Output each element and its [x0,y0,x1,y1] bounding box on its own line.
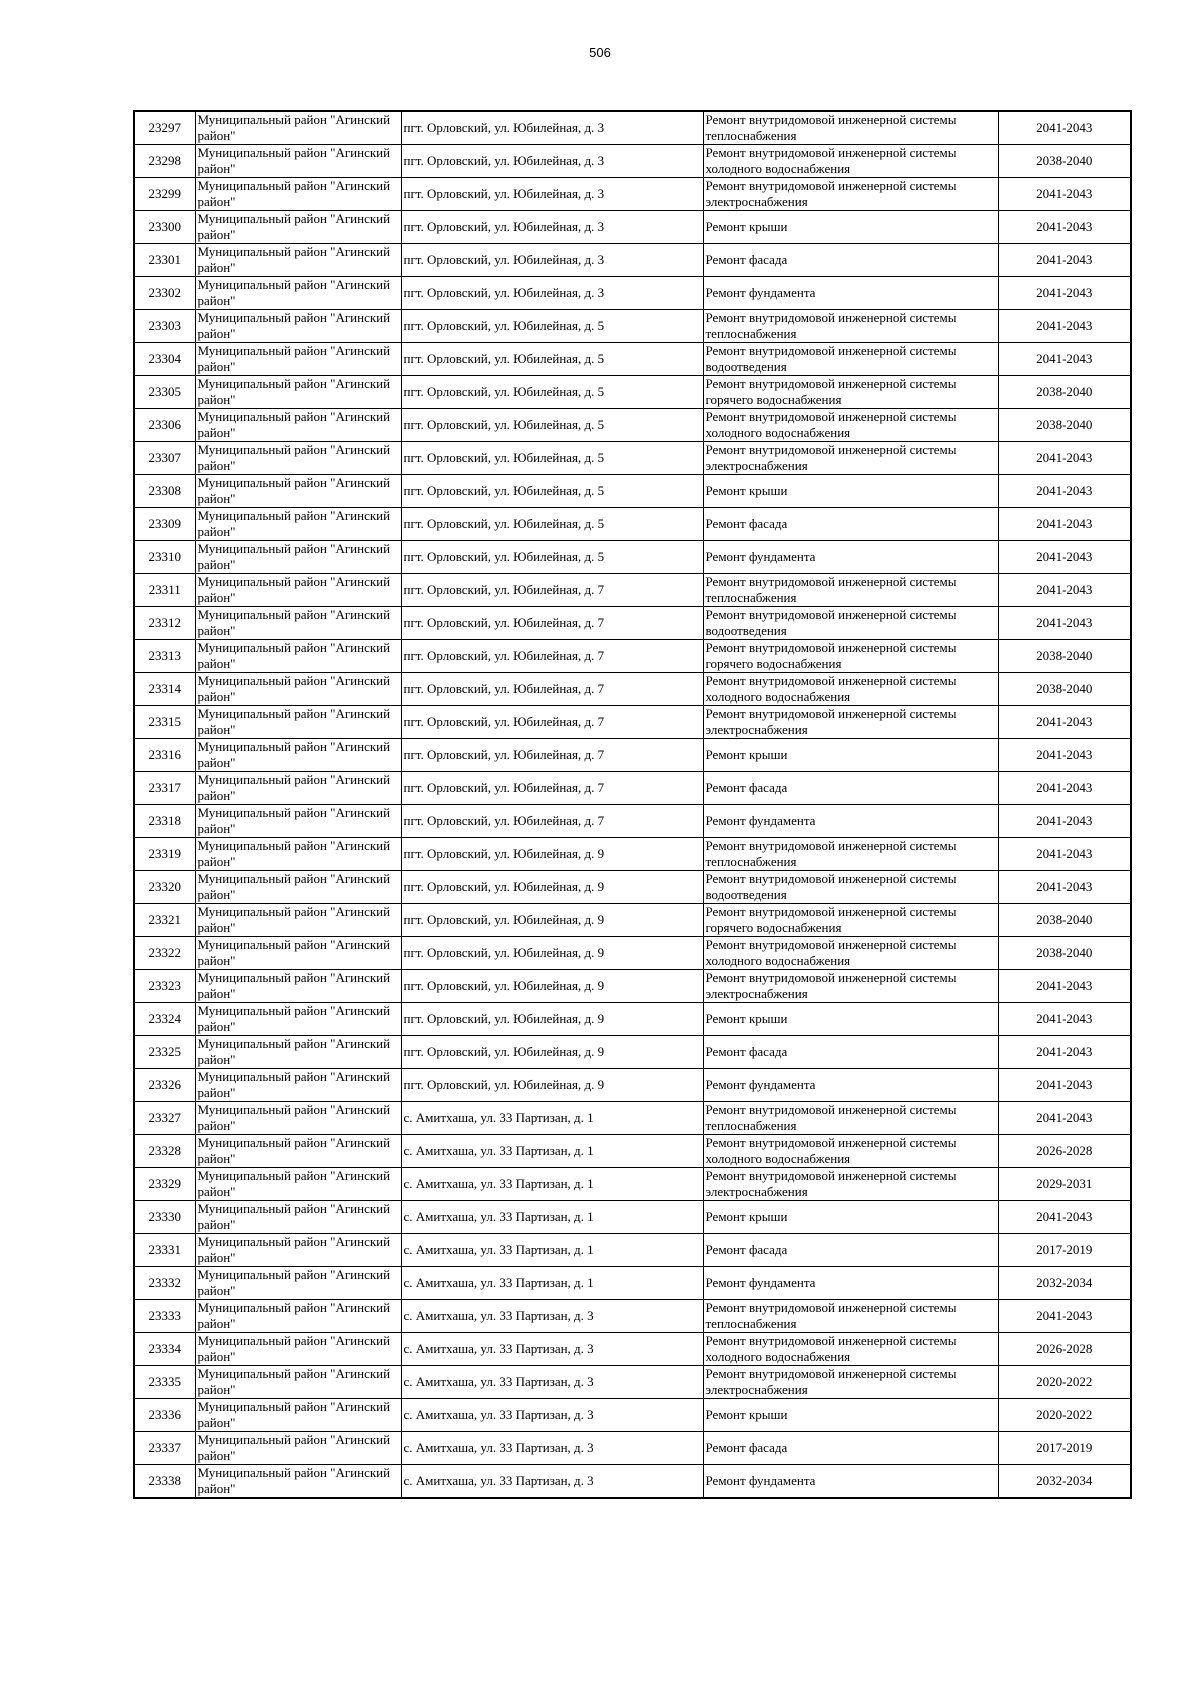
row-number-cell: 23312 [134,607,195,640]
work-type-cell: Ремонт внутридомовой инженерной системы электроснабжения [703,1168,998,1201]
work-type-cell: Ремонт крыши [703,1003,998,1036]
table-row [134,244,1131,277]
address-cell: пгт. Орловский, ул. Юбилейная, д. 9 [401,937,703,970]
row-number-cell: 23333 [134,1300,195,1333]
period-cell: 2020-2022 [998,1366,1131,1399]
table-row [134,937,1131,970]
work-type-cell: Ремонт внутридомовой инженерной системы холодного водоснабжения [703,1135,998,1168]
municipality-cell: Муниципальный район "Агинский район" [195,1465,401,1499]
address-cell: с. Амитхаша, ул. 33 Партизан, д. 1 [401,1168,703,1201]
work-type-cell: Ремонт крыши [703,1201,998,1234]
row-number-cell: 23335 [134,1366,195,1399]
row-number-cell: 23321 [134,904,195,937]
table-row [134,1333,1131,1366]
municipality-cell: Муниципальный район "Агинский район" [195,1201,401,1234]
row-number-cell: 23336 [134,1399,195,1432]
row-number-cell: 23326 [134,1069,195,1102]
period-cell: 2041-2043 [998,508,1131,541]
period-cell: 2041-2043 [998,277,1131,310]
period-cell: 2041-2043 [998,178,1131,211]
row-number-cell: 23331 [134,1234,195,1267]
work-type-cell: Ремонт внутридомовой инженерной системы водоотведения [703,607,998,640]
work-type-cell: Ремонт фундамента [703,1465,998,1499]
municipality-cell: Муниципальный район "Агинский район" [195,244,401,277]
work-type-cell: Ремонт внутридомовой инженерной системы холодного водоснабжения [703,673,998,706]
address-cell: пгт. Орловский, ул. Юбилейная, д. 7 [401,640,703,673]
table-row [134,111,1131,145]
address-cell: пгт. Орловский, ул. Юбилейная, д. 3 [401,211,703,244]
table-row [134,904,1131,937]
table-row [134,871,1131,904]
period-cell: 2041-2043 [998,475,1131,508]
municipality-cell: Муниципальный район "Агинский район" [195,871,401,904]
address-cell: пгт. Орловский, ул. Юбилейная, д. 9 [401,1036,703,1069]
row-number-cell: 23319 [134,838,195,871]
municipality-cell: Муниципальный район "Агинский район" [195,111,401,145]
period-cell: 2041-2043 [998,1036,1131,1069]
period-cell: 2029-2031 [998,1168,1131,1201]
row-number-cell: 23306 [134,409,195,442]
work-type-cell: Ремонт фасада [703,1234,998,1267]
table-row [134,1069,1131,1102]
period-cell: 2032-2034 [998,1267,1131,1300]
municipality-cell: Муниципальный район "Агинский район" [195,739,401,772]
work-type-cell: Ремонт фасада [703,1432,998,1465]
address-cell: пгт. Орловский, ул. Юбилейная, д. 3 [401,178,703,211]
row-number-cell: 23323 [134,970,195,1003]
table-row [134,1102,1131,1135]
period-cell: 2026-2028 [998,1135,1131,1168]
period-cell: 2041-2043 [998,111,1131,145]
table-row [134,1300,1131,1333]
address-cell: пгт. Орловский, ул. Юбилейная, д. 5 [401,409,703,442]
municipality-cell: Муниципальный район "Агинский район" [195,937,401,970]
work-type-cell: Ремонт внутридомовой инженерной системы теплоснабжения [703,1300,998,1333]
page-number: 506 [589,45,611,60]
work-type-cell: Ремонт фундамента [703,277,998,310]
address-cell: пгт. Орловский, ул. Юбилейная, д. 5 [401,376,703,409]
work-type-cell: Ремонт внутридомовой инженерной системы водоотведения [703,871,998,904]
table-row [134,1399,1131,1432]
municipality-cell: Муниципальный район "Агинский район" [195,1168,401,1201]
municipality-cell: Муниципальный район "Агинский район" [195,1102,401,1135]
row-number-cell: 23297 [134,111,195,145]
table-row [134,772,1131,805]
table-row [134,1465,1131,1499]
municipality-cell: Муниципальный район "Агинский район" [195,838,401,871]
municipality-cell: Муниципальный район "Агинский район" [195,1135,401,1168]
work-type-cell: Ремонт внутридомовой инженерной системы теплоснабжения [703,838,998,871]
row-number-cell: 23298 [134,145,195,178]
work-type-cell: Ремонт внутридомовой инженерной системы теплоснабжения [703,1102,998,1135]
work-type-cell: Ремонт крыши [703,1399,998,1432]
municipality-cell: Муниципальный район "Агинский район" [195,640,401,673]
table-row [134,145,1131,178]
row-number-cell: 23303 [134,310,195,343]
table-row [134,1003,1131,1036]
address-cell: пгт. Орловский, ул. Юбилейная, д. 7 [401,607,703,640]
row-number-cell: 23299 [134,178,195,211]
municipality-cell: Муниципальный район "Агинский район" [195,1036,401,1069]
address-cell: с. Амитхаша, ул. 33 Партизан, д. 1 [401,1201,703,1234]
address-cell: пгт. Орловский, ул. Юбилейная, д. 7 [401,805,703,838]
municipality-cell: Муниципальный район "Агинский район" [195,805,401,838]
row-number-cell: 23315 [134,706,195,739]
table-row [134,343,1131,376]
work-type-cell: Ремонт внутридомовой инженерной системы холодного водоснабжения [703,145,998,178]
address-cell: пгт. Орловский, ул. Юбилейная, д. 7 [401,706,703,739]
work-type-cell: Ремонт внутридомовой инженерной системы теплоснабжения [703,310,998,343]
table-row [134,673,1131,706]
work-type-cell: Ремонт крыши [703,739,998,772]
row-number-cell: 23338 [134,1465,195,1499]
period-cell: 2041-2043 [998,244,1131,277]
period-cell: 2020-2022 [998,1399,1131,1432]
row-number-cell: 23332 [134,1267,195,1300]
municipality-cell: Муниципальный район "Агинский район" [195,772,401,805]
table-row [134,310,1131,343]
table-row [134,1135,1131,1168]
municipality-cell: Муниципальный район "Агинский район" [195,970,401,1003]
period-cell: 2041-2043 [998,211,1131,244]
work-type-cell: Ремонт внутридомовой инженерной системы горячего водоснабжения [703,640,998,673]
municipality-cell: Муниципальный район "Агинский район" [195,1267,401,1300]
row-number-cell: 23337 [134,1432,195,1465]
municipality-cell: Муниципальный район "Агинский район" [195,442,401,475]
work-type-cell: Ремонт фасада [703,508,998,541]
period-cell: 2041-2043 [998,1069,1131,1102]
row-number-cell: 23327 [134,1102,195,1135]
address-cell: пгт. Орловский, ул. Юбилейная, д. 9 [401,1003,703,1036]
municipality-cell: Муниципальный район "Агинский район" [195,1234,401,1267]
period-cell: 2041-2043 [998,739,1131,772]
period-cell: 2041-2043 [998,310,1131,343]
period-cell: 2041-2043 [998,871,1131,904]
municipality-cell: Муниципальный район "Агинский район" [195,310,401,343]
table-row [134,805,1131,838]
table-row [134,277,1131,310]
row-number-cell: 23309 [134,508,195,541]
table-row [134,376,1131,409]
municipality-cell: Муниципальный район "Агинский район" [195,1300,401,1333]
work-type-cell: Ремонт фасада [703,244,998,277]
period-cell: 2041-2043 [998,805,1131,838]
municipality-cell: Муниципальный район "Агинский район" [195,1432,401,1465]
row-number-cell: 23328 [134,1135,195,1168]
address-cell: пгт. Орловский, ул. Юбилейная, д. 5 [401,508,703,541]
work-type-cell: Ремонт фундамента [703,541,998,574]
municipality-cell: Муниципальный район "Агинский район" [195,409,401,442]
address-cell: пгт. Орловский, ул. Юбилейная, д. 7 [401,739,703,772]
work-type-cell: Ремонт внутридомовой инженерной системы горячего водоснабжения [703,904,998,937]
period-cell: 2041-2043 [998,772,1131,805]
work-type-cell: Ремонт крыши [703,475,998,508]
row-number-cell: 23301 [134,244,195,277]
address-cell: с. Амитхаша, ул. 33 Партизан, д. 3 [401,1399,703,1432]
period-cell: 2041-2043 [998,541,1131,574]
table-row [134,211,1131,244]
period-cell: 2017-2019 [998,1234,1131,1267]
municipality-cell: Муниципальный район "Агинский район" [195,1069,401,1102]
address-cell: пгт. Орловский, ул. Юбилейная, д. 9 [401,1069,703,1102]
period-cell: 2041-2043 [998,1102,1131,1135]
address-cell: с. Амитхаша, ул. 33 Партизан, д. 3 [401,1300,703,1333]
work-type-cell: Ремонт внутридомовой инженерной системы водоотведения [703,343,998,376]
row-number-cell: 23322 [134,937,195,970]
row-number-cell: 23330 [134,1201,195,1234]
row-number-cell: 23318 [134,805,195,838]
period-cell: 2038-2040 [998,673,1131,706]
table-row [134,1267,1131,1300]
period-cell: 2041-2043 [998,706,1131,739]
period-cell: 2041-2043 [998,607,1131,640]
municipality-cell: Муниципальный район "Агинский район" [195,277,401,310]
table-row [134,607,1131,640]
table-row [134,1366,1131,1399]
address-cell: пгт. Орловский, ул. Юбилейная, д. 9 [401,904,703,937]
address-cell: пгт. Орловский, ул. Юбилейная, д. 9 [401,970,703,1003]
municipality-cell: Муниципальный район "Агинский район" [195,343,401,376]
address-cell: пгт. Орловский, ул. Юбилейная, д. 5 [401,310,703,343]
row-number-cell: 23311 [134,574,195,607]
work-type-cell: Ремонт внутридомовой инженерной системы горячего водоснабжения [703,376,998,409]
address-cell: с. Амитхаша, ул. 33 Партизан, д. 1 [401,1102,703,1135]
table-row [134,1432,1131,1465]
table-row [134,442,1131,475]
row-number-cell: 23308 [134,475,195,508]
table-row [134,409,1131,442]
table-row [134,1036,1131,1069]
period-cell: 2026-2028 [998,1333,1131,1366]
row-number-cell: 23310 [134,541,195,574]
municipality-cell: Муниципальный район "Агинский район" [195,1366,401,1399]
row-number-cell: 23334 [134,1333,195,1366]
address-cell: пгт. Орловский, ул. Юбилейная, д. 3 [401,145,703,178]
row-number-cell: 23307 [134,442,195,475]
table-row [134,640,1131,673]
municipality-cell: Муниципальный район "Агинский район" [195,376,401,409]
work-type-cell: Ремонт внутридомовой инженерной системы электроснабжения [703,178,998,211]
table-row [134,970,1131,1003]
address-cell: пгт. Орловский, ул. Юбилейная, д. 9 [401,838,703,871]
period-cell: 2041-2043 [998,442,1131,475]
table-body [134,111,1131,1498]
table-row [134,1201,1131,1234]
municipality-cell: Муниципальный район "Агинский район" [195,574,401,607]
row-number-cell: 23317 [134,772,195,805]
work-type-cell: Ремонт фасада [703,1036,998,1069]
row-number-cell: 23314 [134,673,195,706]
address-cell: с. Амитхаша, ул. 33 Партизан, д. 3 [401,1465,703,1499]
period-cell: 2032-2034 [998,1465,1131,1499]
address-cell: с. Амитхаша, ул. 33 Партизан, д. 3 [401,1366,703,1399]
table-row [134,574,1131,607]
work-type-cell: Ремонт фундамента [703,1267,998,1300]
row-number-cell: 23302 [134,277,195,310]
municipality-cell: Муниципальный район "Агинский район" [195,508,401,541]
period-cell: 2038-2040 [998,904,1131,937]
row-number-cell: 23316 [134,739,195,772]
row-number-cell: 23313 [134,640,195,673]
address-cell: пгт. Орловский, ул. Юбилейная, д. 7 [401,772,703,805]
municipality-cell: Муниципальный район "Агинский район" [195,1003,401,1036]
work-type-cell: Ремонт внутридомовой инженерной системы теплоснабжения [703,111,998,145]
work-type-cell: Ремонт внутридомовой инженерной системы электроснабжения [703,706,998,739]
table-row [134,1234,1131,1267]
table-row [134,739,1131,772]
municipality-cell: Муниципальный район "Агинский район" [195,607,401,640]
period-cell: 2041-2043 [998,574,1131,607]
work-type-cell: Ремонт внутридомовой инженерной системы теплоснабжения [703,574,998,607]
period-cell: 2038-2040 [998,640,1131,673]
table-row [134,838,1131,871]
row-number-cell: 23324 [134,1003,195,1036]
municipality-cell: Муниципальный район "Агинский район" [195,178,401,211]
address-cell: пгт. Орловский, ул. Юбилейная, д. 7 [401,673,703,706]
table-row [134,178,1131,211]
work-type-cell: Ремонт фасада [703,772,998,805]
address-cell: пгт. Орловский, ул. Юбилейная, д. 7 [401,574,703,607]
table-row [134,508,1131,541]
period-cell: 2041-2043 [998,1003,1131,1036]
address-cell: пгт. Орловский, ул. Юбилейная, д. 3 [401,277,703,310]
row-number-cell: 23320 [134,871,195,904]
row-number-cell: 23325 [134,1036,195,1069]
work-type-cell: Ремонт внутридомовой инженерной системы холодного водоснабжения [703,1333,998,1366]
address-cell: с. Амитхаша, ул. 33 Партизан, д. 3 [401,1432,703,1465]
period-cell: 2041-2043 [998,1300,1131,1333]
address-cell: с. Амитхаша, ул. 33 Партизан, д. 1 [401,1267,703,1300]
address-cell: пгт. Орловский, ул. Юбилейная, д. 5 [401,541,703,574]
municipality-cell: Муниципальный район "Агинский район" [195,904,401,937]
work-type-cell: Ремонт внутридомовой инженерной системы электроснабжения [703,970,998,1003]
row-number-cell: 23300 [134,211,195,244]
period-cell: 2038-2040 [998,145,1131,178]
table-row [134,541,1131,574]
work-type-cell: Ремонт фундамента [703,805,998,838]
municipality-cell: Муниципальный район "Агинский район" [195,673,401,706]
table-row [134,706,1131,739]
period-cell: 2038-2040 [998,409,1131,442]
period-cell: 2041-2043 [998,970,1131,1003]
work-type-cell: Ремонт внутридомовой инженерной системы холодного водоснабжения [703,409,998,442]
table-row [134,1168,1131,1201]
work-type-cell: Ремонт фундамента [703,1069,998,1102]
period-cell: 2041-2043 [998,343,1131,376]
table-row [134,475,1131,508]
address-cell: с. Амитхаша, ул. 33 Партизан, д. 3 [401,1333,703,1366]
municipality-cell: Муниципальный район "Агинский район" [195,1333,401,1366]
address-cell: пгт. Орловский, ул. Юбилейная, д. 5 [401,442,703,475]
address-cell: пгт. Орловский, ул. Юбилейная, д. 3 [401,111,703,145]
address-cell: пгт. Орловский, ул. Юбилейная, д. 9 [401,871,703,904]
work-type-cell: Ремонт крыши [703,211,998,244]
municipality-cell: Муниципальный район "Агинский район" [195,211,401,244]
repair-schedule-table [133,110,1132,1499]
municipality-cell: Муниципальный район "Агинский район" [195,145,401,178]
period-cell: 2038-2040 [998,376,1131,409]
period-cell: 2038-2040 [998,937,1131,970]
work-type-cell: Ремонт внутридомовой инженерной системы электроснабжения [703,442,998,475]
municipality-cell: Муниципальный район "Агинский район" [195,706,401,739]
period-cell: 2041-2043 [998,1201,1131,1234]
work-type-cell: Ремонт внутридомовой инженерной системы холодного водоснабжения [703,937,998,970]
work-type-cell: Ремонт внутридомовой инженерной системы электроснабжения [703,1366,998,1399]
municipality-cell: Муниципальный район "Агинский район" [195,541,401,574]
row-number-cell: 23305 [134,376,195,409]
municipality-cell: Муниципальный район "Агинский район" [195,1399,401,1432]
row-number-cell: 23304 [134,343,195,376]
period-cell: 2041-2043 [998,838,1131,871]
address-cell: с. Амитхаша, ул. 33 Партизан, д. 1 [401,1135,703,1168]
period-cell: 2017-2019 [998,1432,1131,1465]
address-cell: с. Амитхаша, ул. 33 Партизан, д. 1 [401,1234,703,1267]
address-cell: пгт. Орловский, ул. Юбилейная, д. 3 [401,244,703,277]
row-number-cell: 23329 [134,1168,195,1201]
address-cell: пгт. Орловский, ул. Юбилейная, д. 5 [401,475,703,508]
municipality-cell: Муниципальный район "Агинский район" [195,475,401,508]
address-cell: пгт. Орловский, ул. Юбилейная, д. 5 [401,343,703,376]
